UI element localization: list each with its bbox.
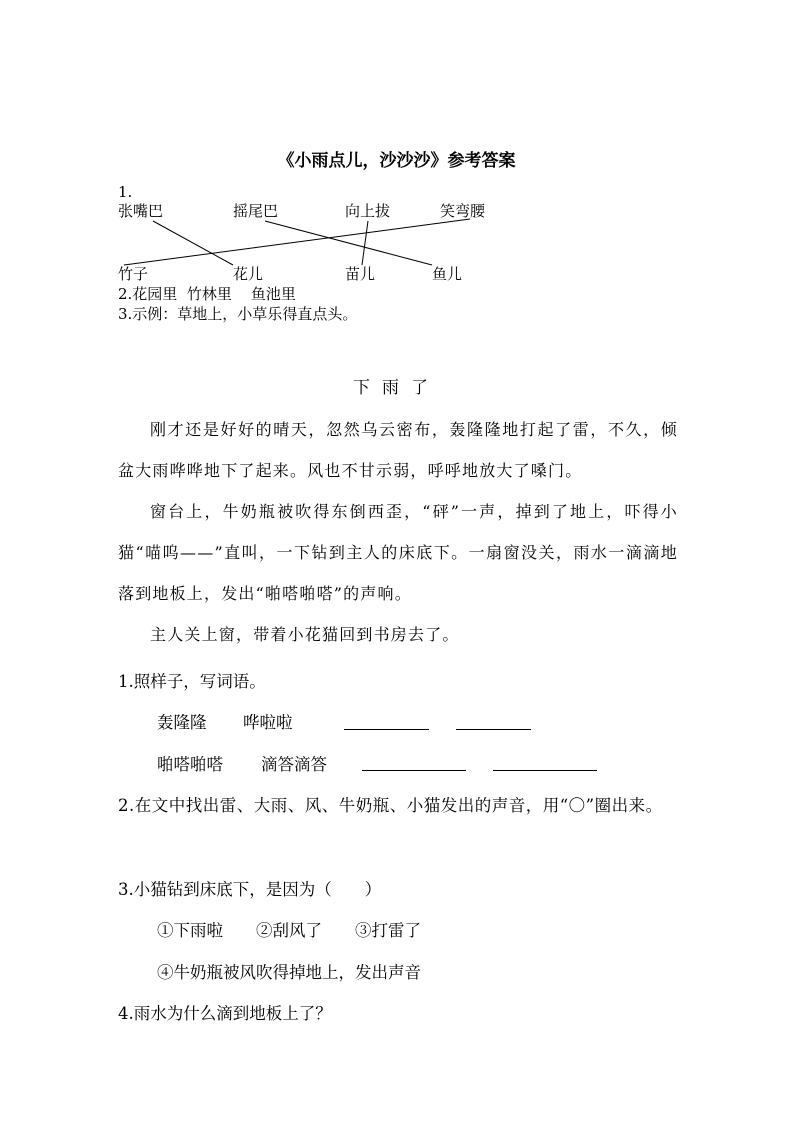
passage-title: 下雨了 [353,378,440,398]
q3-options-line-2: ④牛奶瓶被风吹得掉地上，发出声音 [157,963,421,982]
answer-q2: 2.花园里 竹林里 鱼池里 [118,285,296,303]
top-word-4: 笑弯腰 [440,202,486,220]
q1-blank-1[interactable] [344,729,429,730]
top-word-2: 摇尾巴 [233,202,279,220]
match-line-4 [124,219,470,265]
bottom-word-3: 苗儿 [345,265,376,283]
top-word-1: 张嘴巴 [118,202,164,220]
q1-example-2: 哗啦啦 [243,713,293,732]
bottom-word-4: 鱼儿 [432,265,463,283]
passage-paragraph-2: 窗台上，牛奶瓶被吹得东倒西歪，“砰”一声，掉到了地上，吓得小猫“喵呜——”直叫，一下钻到主人的床底下。一扇窗没关，雨水一滴滴地落到地板上，发出“啪嗒啪嗒”的声响。 [118,502,678,603]
answer-q3: 3.示例：草地上，小草乐得直点头。 [118,305,358,323]
q1-example-4: 滴答滴答 [261,755,327,774]
bottom-word-1: 竹子 [118,265,149,283]
passage-paragraph-1: 刚才还是好好的晴天，忽然乌云密布，轰隆隆地打起了雷，不久，倾盆大雨哗哗地下了起来。风也不甘示弱，呼呼地放大了嗓门。 [118,420,678,480]
answer-q1-label: 1. [118,183,133,201]
question-3: 3.小猫钻到床底下，是因为（ ） [118,880,382,899]
match-line-3 [362,221,368,265]
top-word-3: 向上拔 [345,202,391,220]
bottom-word-2: 花儿 [233,265,264,283]
answer-title: 《小雨点儿，沙沙沙》参考答案 [277,151,516,171]
q1-blank-4[interactable] [493,770,597,771]
q3-options-line-1: ①下雨啦 ②刮风了 ③打雷了 [157,921,421,940]
question-4: 4.雨水为什么滴到地板上了？ [118,1004,332,1023]
match-line-1 [153,221,233,265]
passage-paragraph-3: 主人关上窗，带着小花猫回到书房去了。 [150,625,460,644]
question-2: 2.在文中找出雷、大雨、风、牛奶瓶、小猫发出的声音，用“〇”圈出来。 [118,796,663,815]
question-1: 1.照样子，写词语。 [118,672,266,691]
q1-example-1: 轰隆隆 [157,713,207,732]
q1-blank-2[interactable] [456,729,531,730]
q1-blank-3[interactable] [362,770,466,771]
q1-example-3: 啪嗒啪嗒 [157,755,223,774]
